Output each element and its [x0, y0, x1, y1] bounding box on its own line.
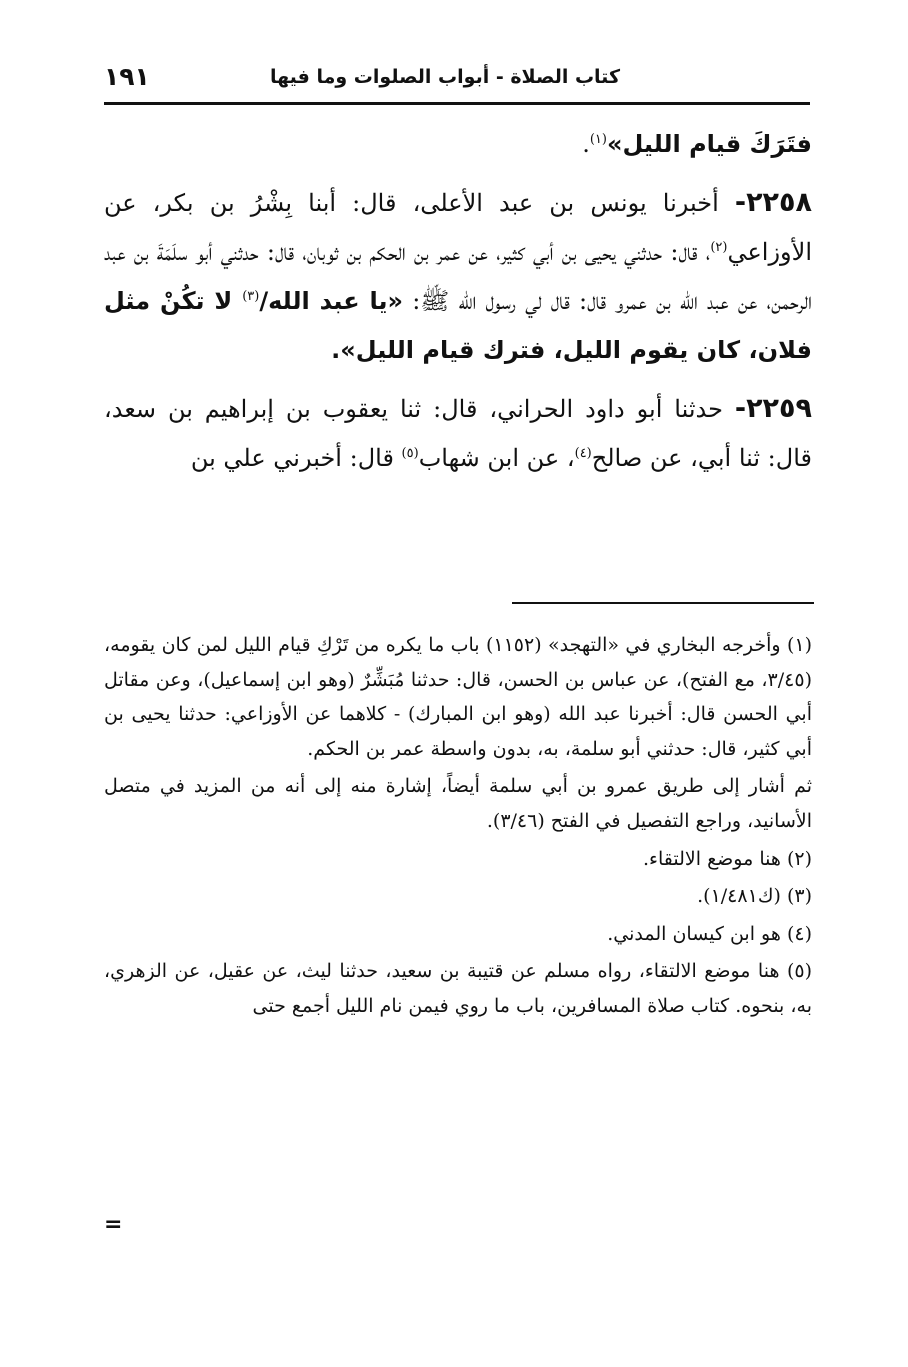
continuation-mark: =: [104, 1212, 123, 1237]
footnote-3: [104, 879, 812, 914]
hadith-2259: [104, 384, 812, 483]
footnote-ref-3: (٣): [242, 289, 260, 304]
footnote-ref-2: (٢): [710, 240, 728, 255]
isnad-part-2: ، عن ابن شهاب: [418, 444, 575, 472]
footnote-ref-4: (٤): [574, 446, 592, 461]
footnote-1: [104, 628, 812, 766]
footnote-4: [104, 917, 812, 952]
page-number: ١٩١: [104, 62, 150, 91]
header-title: كتاب الصلاة - أبواب الصلوات وما فيها: [269, 66, 620, 88]
footnote-ref-5: (٥): [401, 446, 419, 461]
hadith-2258: [104, 178, 812, 375]
footnote-text: وأخرجه البخاري في «التهجد» (١١٥٢) باب ما يكره من تَرْكِ قيام الليل لمن كان يقومه، (٣/٤٥، مع الفتح)، عن عباس بن الحسن، قال: حدثنا مُبَشِّرٌ (وهو ابن إسماعيل)، وعن مقاتل أبي الحسن قال: أخبرنا عبد الله (وهو ابن المبارك) - كلاهما عن الأوزاعي: حدثنا يحيى بن أبي كثير، قال: حدثني أبو سلمة، به، بدون واسطة عمر بن الحكم.: [104, 634, 812, 760]
footnotes: [104, 628, 812, 1027]
main-text: [104, 120, 812, 492]
footnote-5: [104, 954, 812, 1023]
isnad-part-1: أخبرنا يونس بن عبد الأعلى، قال: أبنا بِشْرُ بن بكر، عن الأوزاعي: [104, 189, 812, 266]
footnote-text: هو ابن كيسان المدني.: [607, 922, 781, 945]
hadith-number: ٢٢٥٨-: [734, 187, 812, 218]
matn-part-2: لا تكُنْ مثل فلان، كان يقوم الليل، فترك قيام الليل».: [104, 287, 812, 364]
footnote-ref-1: (١): [589, 132, 607, 147]
hadith-quote-end: فتَرَكَ قيام الليل»: [606, 130, 812, 158]
sentence-end: .: [582, 130, 590, 158]
footnote-divider: [512, 602, 814, 604]
footnote-label: (٤): [786, 922, 812, 945]
footnote-text: هنا موضع الالتقاء.: [643, 847, 781, 870]
footnote-label: (١): [786, 634, 812, 656]
paragraph-continuation: [104, 120, 812, 169]
hadith-number: ٢٢٥٩-: [734, 393, 812, 424]
isnad-part-3: قال: أخبرني علي بن: [190, 444, 402, 472]
footnote-label: (٣): [786, 885, 812, 908]
footnote-2: [104, 842, 812, 877]
footnote-text: (ك١/٤٨١).: [697, 885, 781, 908]
footnote-text: ثم أشار إلى طريق عمرو بن أبي سلمة أيضاً، إشارة منه إلى أنه من المزيد في متصل الأسانيد، وراجع التفصيل في الفتح (٣/٤٦).: [104, 775, 812, 832]
footnote-text: هنا موضع الالتقاء، رواه مسلم عن قتيبة بن سعيد، حدثنا ليث، عن عقيل، عن الزهري، به، بنحوه. كتاب صلاة المسافرين، باب ما روي فيمن نام الليل أجمع حتى: [104, 960, 812, 1017]
isnad-part-2: ، قال: حدثني يحيى بن أبي كثير، عن عمر بن الحكم بن ثوبان، قال: حدثني أبو سلَمَةَ بن عبد الرحمن، عن عبد الله بن عمرو قال: قال لي رسول الله ﷺ:: [104, 238, 812, 315]
footnote-label: (٢): [786, 847, 812, 870]
matn-part-1: «يا عبد الله/: [259, 287, 404, 315]
footnote-label: (٥): [786, 960, 812, 983]
running-header: [104, 62, 810, 105]
footnote-1-continued: [104, 769, 812, 838]
isnad-part-1: حدثنا أبو داود الحراني، قال: ثنا يعقوب بن إبراهيم بن سعد، قال: ثنا أبي، عن صالح: [104, 395, 812, 472]
